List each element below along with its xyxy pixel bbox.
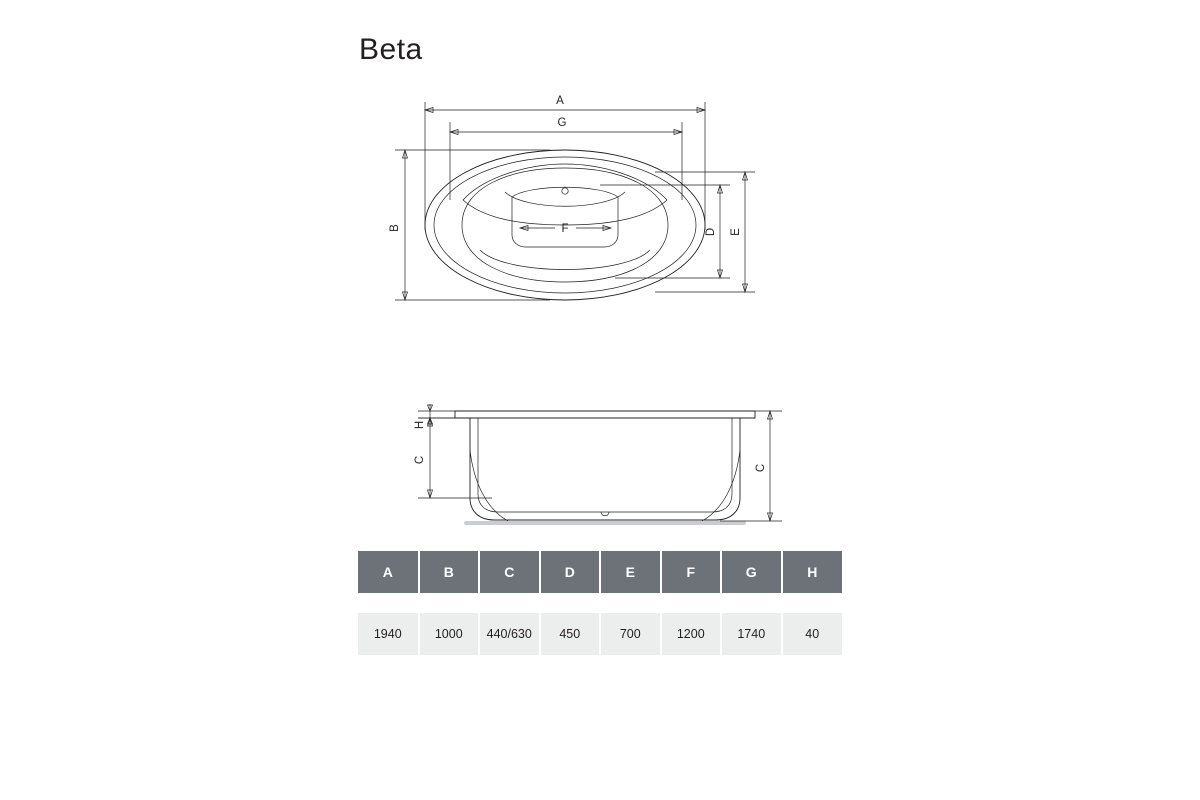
table-header-row <box>358 551 842 593</box>
table-cell-h: 40 <box>805 627 820 641</box>
dim-label-b: B <box>389 224 401 232</box>
table-cell-f: 1200 <box>661 613 722 655</box>
dimensions-table <box>358 551 842 655</box>
dim-label-h: H <box>414 420 426 430</box>
table-cell-e: 700 <box>600 613 661 655</box>
table-cell-d: 450 <box>540 613 601 655</box>
table-cell-c: 440/630 <box>479 613 540 655</box>
dim-label-c-right: C <box>755 463 767 473</box>
table-header-d: D <box>540 551 601 593</box>
dim-label-g: G <box>557 117 567 129</box>
side-view-drawing <box>400 390 820 550</box>
table-cell-b: 1000 <box>419 613 480 655</box>
table-cell-a: 1940 <box>358 613 419 655</box>
table-cell-g: 1740 <box>721 613 782 655</box>
table-header-e: E <box>600 551 661 593</box>
dim-label-f: F <box>561 223 569 235</box>
top-view-drawing <box>389 80 820 330</box>
table-header-f: F <box>661 551 722 593</box>
dim-label-d: D <box>705 227 717 237</box>
table-header-a: A <box>358 551 419 593</box>
page-title: Beta <box>359 33 423 66</box>
dim-label-e: E <box>730 228 742 236</box>
dim-label-a: A <box>556 95 564 107</box>
table-spacer-row <box>358 593 842 613</box>
table-header-h: H <box>782 551 843 593</box>
table-header-g: G <box>721 551 782 593</box>
dim-label-c-left: C <box>414 455 426 465</box>
table-header-b: B <box>419 551 480 593</box>
table-row <box>358 613 842 655</box>
table-spacer-cell <box>358 593 842 613</box>
table-header-c: C <box>479 551 540 593</box>
